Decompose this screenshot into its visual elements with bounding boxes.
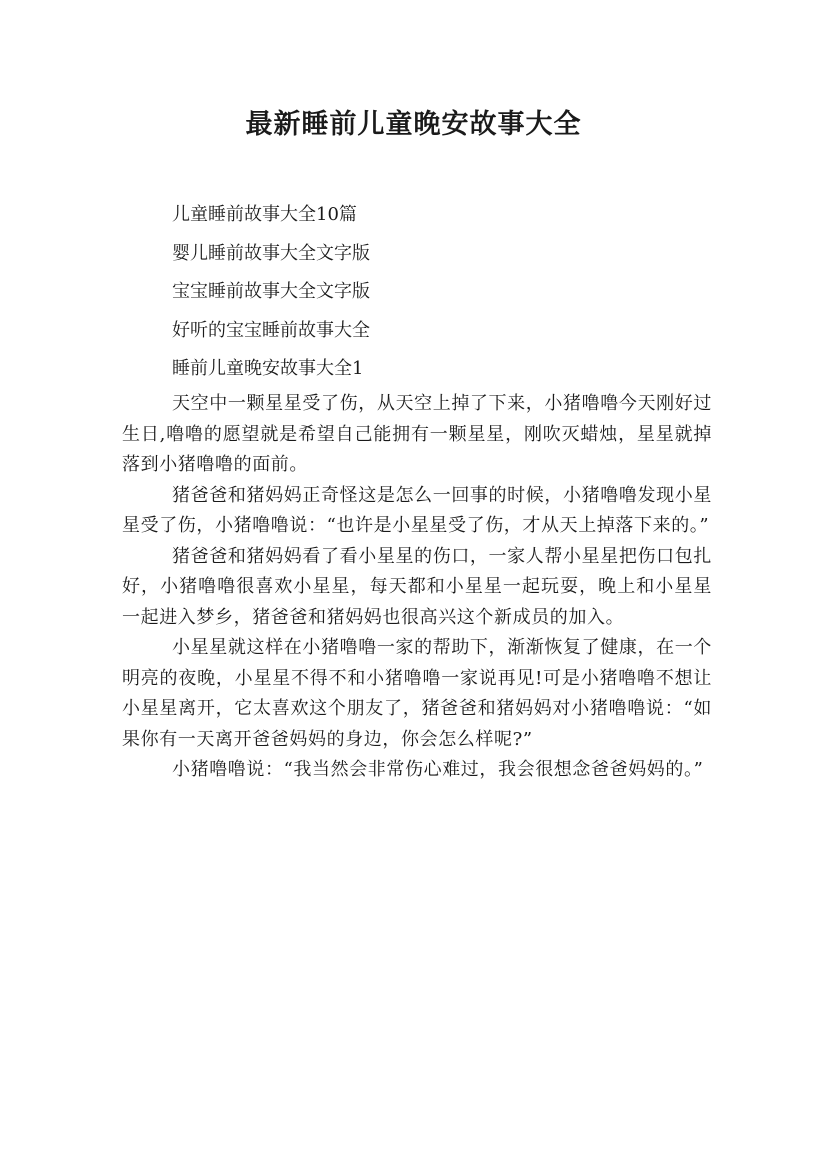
toc-item: 儿童睡前故事大全10篇 xyxy=(172,204,357,225)
table-of-contents xyxy=(172,196,370,389)
story-paragraph: 小星星就这样在小猪噜噜一家的帮助下，渐渐恢复了健康，在一个明亮的夜晚，小星星不得不和小猪噜噜一家说再见!可是小猪噜噜不想让小星星离开，它太喜欢这个朋友了，猪爸爸和猪妈妈对小猪噜噜说：“如果你有一天离开爸爸妈妈的身边，你会怎么样呢?” xyxy=(122,637,712,750)
story-body xyxy=(122,389,712,786)
story-paragraph: 小猪噜噜说：“我当然会非常伤心难过，我会很想念爸爸妈妈的。” xyxy=(172,759,704,780)
toc-item: 婴儿睡前故事大全文字版 xyxy=(172,242,370,264)
story-paragraph: 猪爸爸和猪妈妈正奇怪这是怎么一回事的时候，小猪噜噜发现小星星受了伤，小猪噜噜说：“也许是小星星受了伤，才从天上掉落下来的。” xyxy=(122,484,712,536)
story-paragraph: 天空中一颗星星受了伤，从天空上掉了下来，小猪噜噜今天刚好过生日,噜噜的愿望就是希望自己能拥有一颗星星，刚吹灭蜡烛，星星就掉落到小猪噜噜的面前。 xyxy=(122,393,712,475)
document-title: 最新睡前儿童晚安故事大全 xyxy=(245,109,582,140)
toc-item: 宝宝睡前故事大全文字版 xyxy=(172,281,370,303)
toc-item: 睡前儿童晚安故事大全1 xyxy=(172,358,364,380)
story-paragraph: 猪爸爸和猪妈妈看了看小星星的伤口，一家人帮小星星把伤口包扎好，小猪噜噜很喜欢小星星，每天都和小星星一起玩耍，晚上和小星星一起进入梦乡，猪爸爸和猪妈妈也很高兴这个新成员的加入。 xyxy=(122,545,712,628)
toc-item: 好听的宝宝睡前故事大全 xyxy=(172,319,370,341)
